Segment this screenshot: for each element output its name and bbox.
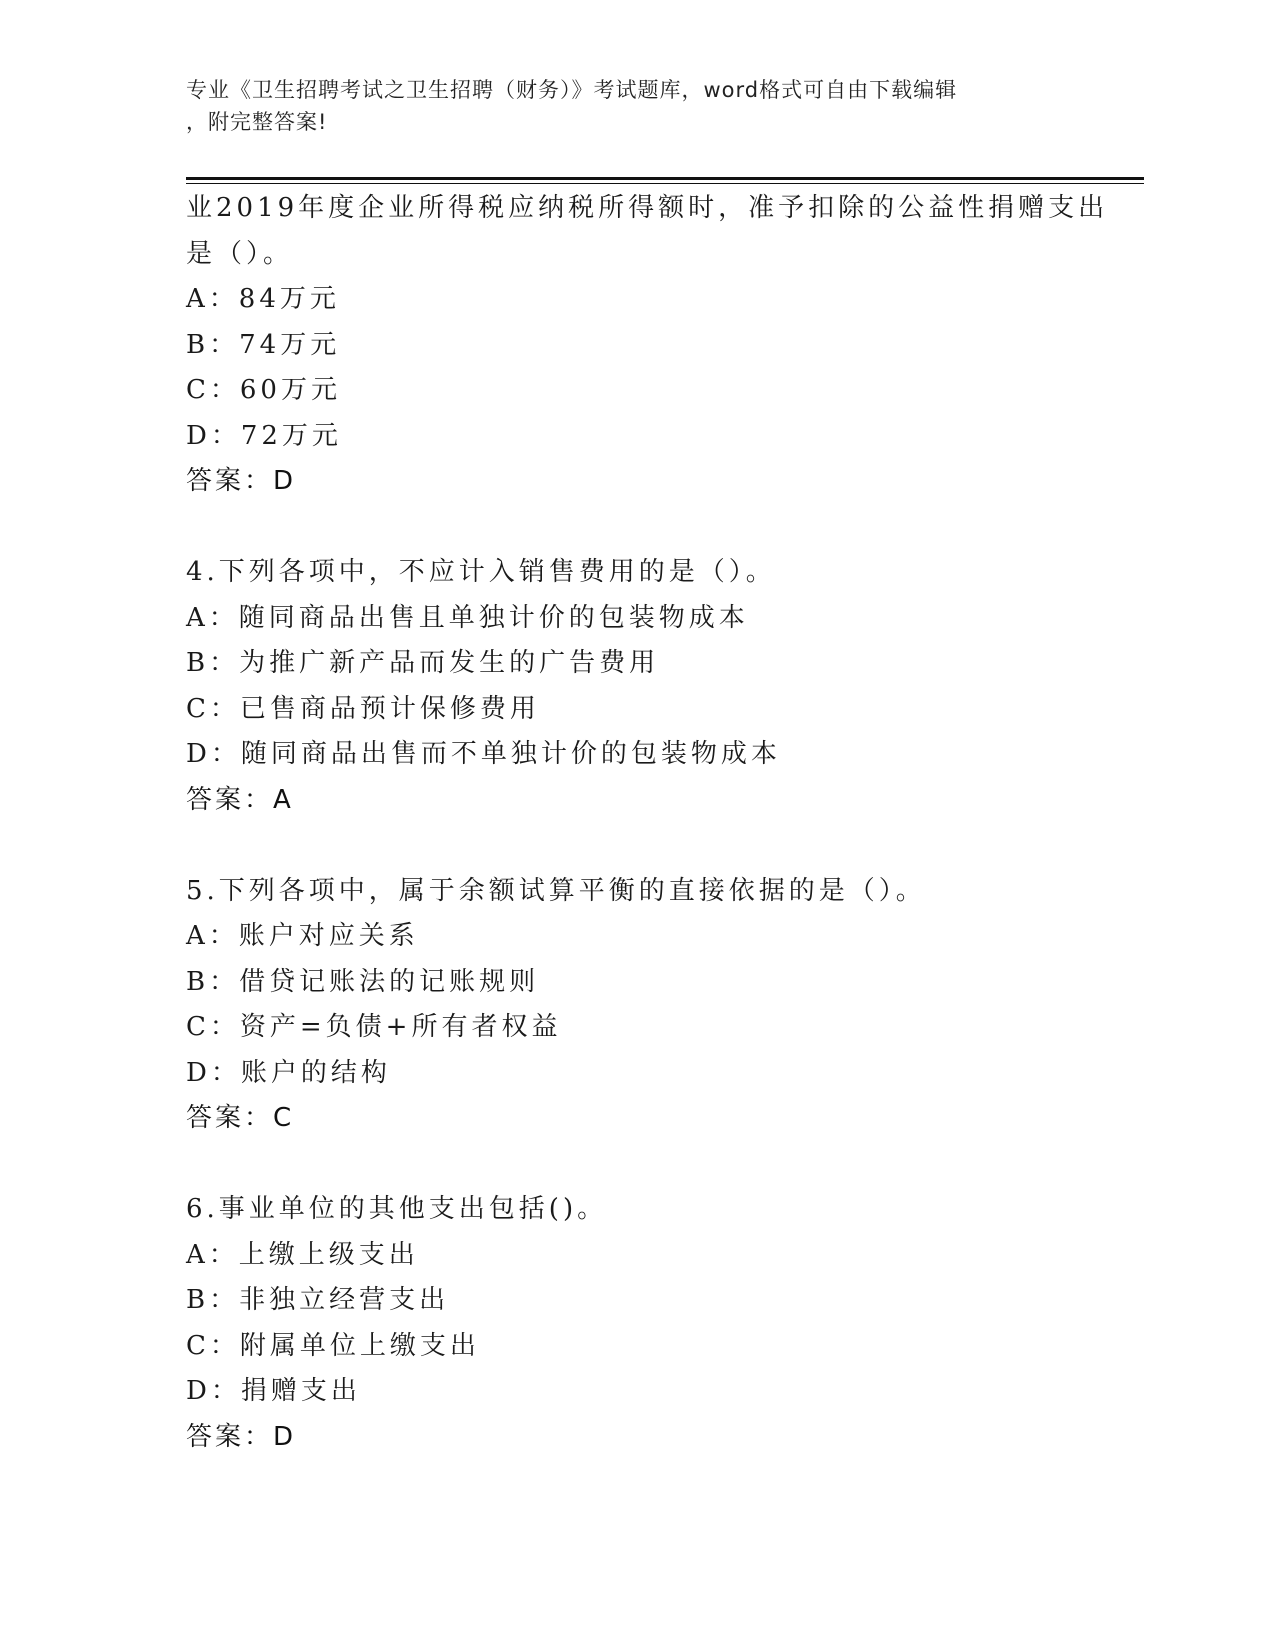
question-stem: 5.下列各项中，属于余额试算平衡的直接依据的是（）。 (186, 875, 926, 906)
option-a: A：上缴上级支出 (186, 1239, 419, 1270)
answer-line (186, 778, 1086, 824)
option-b: B：借贷记账法的记账规则 (186, 966, 540, 997)
answer-label: 答案： (186, 1421, 274, 1452)
option-d: D：账户的结构 (186, 1057, 391, 1088)
document-header (186, 74, 1066, 138)
header-rule-thin (186, 183, 1144, 184)
option-b: B：为推广新产品而发生的广告费用 (186, 648, 660, 678)
option-c: C：已售商品预计保修费用 (186, 693, 540, 724)
spacer (186, 1142, 1086, 1188)
answer-value: A (273, 784, 292, 815)
option-a: A：84万元 (186, 284, 340, 314)
option-c: C：资产=负债+所有者权益 (186, 1012, 562, 1042)
question-stem: 6.事业单位的其他支出包括()。 (186, 1194, 608, 1224)
option-d: D：随同商品出售而不单独计价的包装物成本 (186, 739, 781, 769)
question-stem: 是（）。 (186, 238, 294, 269)
option-d: D：72万元 (186, 420, 342, 451)
question-block (186, 550, 1086, 823)
answer-line (186, 1096, 1086, 1142)
option-c: C：60万元 (186, 375, 341, 405)
answer-label: 答案： (186, 784, 274, 815)
option-a: A：账户对应关系 (186, 921, 419, 951)
answer-label: 答案： (186, 1103, 274, 1133)
option-c: C：附属单位上缴支出 (186, 1330, 480, 1361)
question-block (186, 186, 1109, 505)
answer-line (186, 1415, 1086, 1461)
question-list (186, 186, 1109, 1460)
question-stem: 业2019年度企业所得税应纳税所得额时，准予扣除的公益性捐赠支出 (186, 193, 1109, 223)
option-a: A：随同商品出售且单独计价的包装物成本 (186, 602, 749, 633)
answer-value: C (273, 1103, 293, 1133)
header-line-2: ，附完整答案! (186, 110, 328, 134)
spacer (186, 505, 1086, 551)
answer-value: D (273, 1421, 295, 1452)
answer-line (186, 459, 1086, 505)
question-block (186, 1187, 1086, 1460)
option-b: B：非独立经营支出 (186, 1285, 450, 1315)
question-block (186, 869, 1086, 1142)
header-rule-thick (186, 177, 1144, 180)
option-d: D：捐赠支出 (186, 1376, 361, 1406)
question-stem: 4.下列各项中，不应计入销售费用的是（）。 (186, 557, 776, 587)
option-b: B：74万元 (186, 329, 341, 360)
header-line-1: 专业《卫生招聘考试之卫生招聘（财务）》考试题库，word格式可自由下载编辑 (186, 78, 958, 102)
answer-label: 答案： (186, 466, 274, 496)
spacer (186, 823, 1086, 869)
answer-value: D (273, 466, 295, 496)
